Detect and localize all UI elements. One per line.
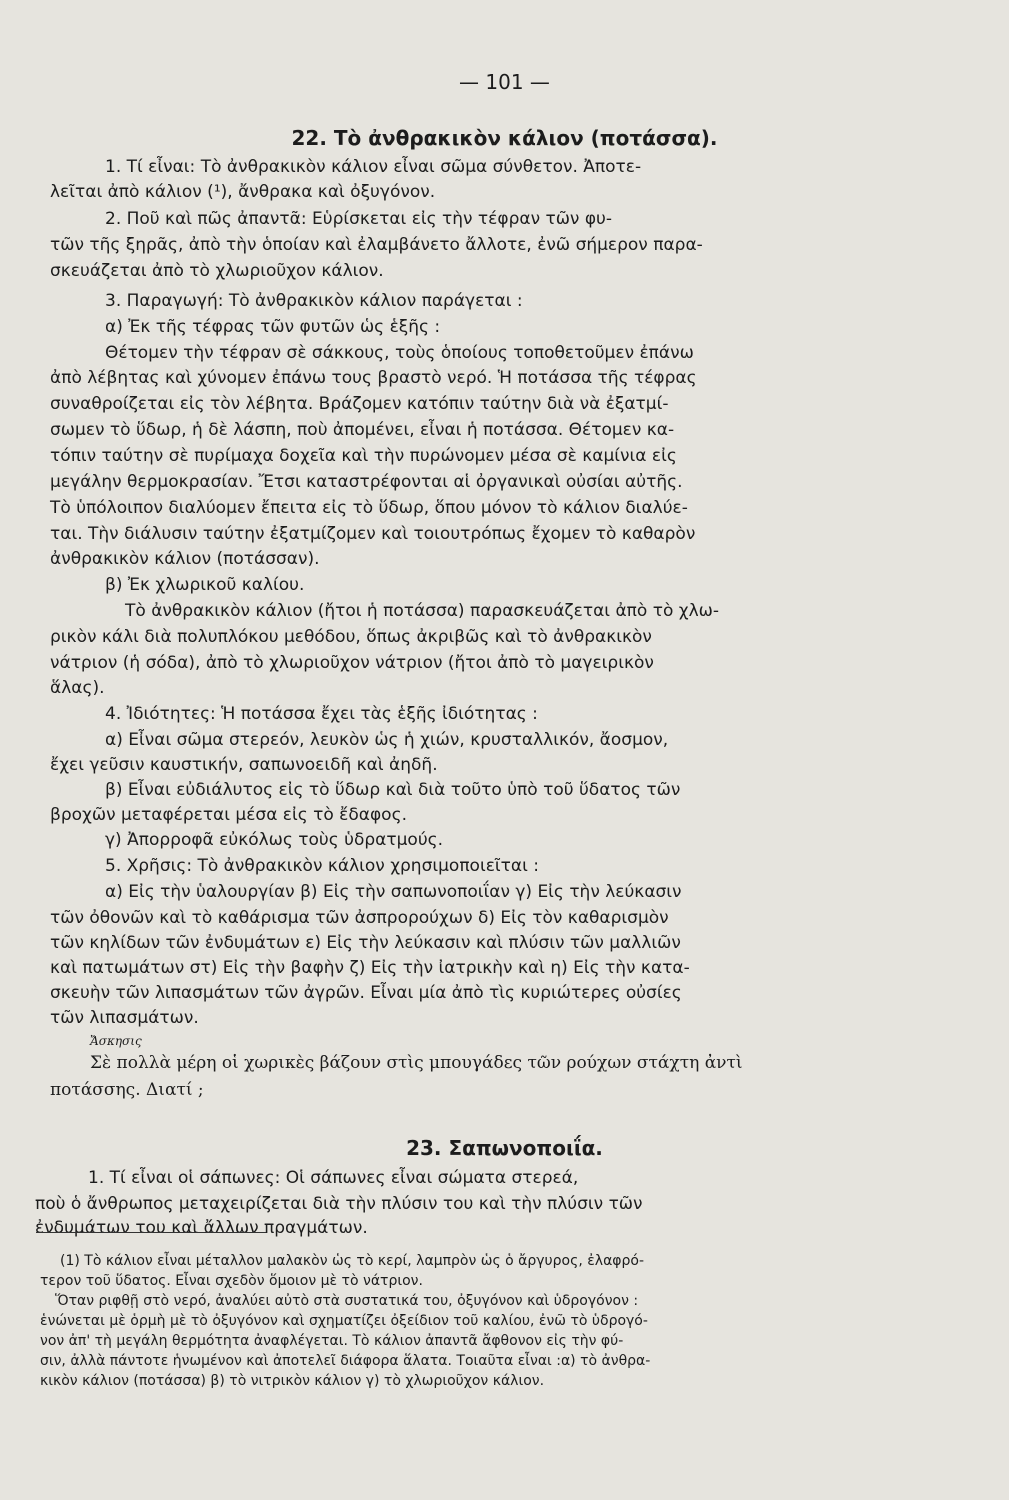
body-line: α) Εἶναι σῶμα στερεόν, λευκὸν ὡς ἡ χιών, κρυσταλλικόν, ἄοσμον, [105, 730, 669, 750]
footnote-line: κικὸν κάλιον (ποτάσσα) β) τὸ νιτρικὸν κάλιον γ) τὸ χλωριοῦχον κάλιον. [40, 1373, 545, 1389]
body-line: τῶν λιπασμάτων. [50, 1008, 199, 1028]
section-22-heading: 22. Τὸ ἀνθρακικὸν κάλιον (ποτάσσα). [291, 126, 718, 150]
footnote-rule [36, 1232, 266, 1233]
body-line: ἀνθρακικὸν κάλιον (ποτάσσαν). [50, 549, 320, 569]
body-line: 4. Ἰδιότητες: Ἡ ποτάσσα ἔχει τὰς ἑξῆς ἰδιότητας : [105, 704, 538, 724]
body-line: βροχῶν μεταφέρεται μέσα εἰς τὸ ἔδαφος. [50, 805, 407, 825]
footnote-line: νον ἀπ' τὴ μεγάλη θερμότητα ἀναφλέγεται. Τὸ κάλιον ἀπαντᾶ ἄφθονον εἰς τὴν φύ- [40, 1333, 624, 1349]
body-line: σκευὴν τῶν λιπασμάτων τῶν ἀγρῶν. Εἶναι μία ἀπὸ τὶς κυριώτερες οὐσίες [50, 983, 682, 1003]
body-line: ἔχει γεῦσιν καυστικήν, σαπωνοειδῆ καὶ ἀηδῆ. [50, 755, 438, 775]
body-line: συναθροίζεται εἰς τὸν λέβητα. Βράζομεν κατόπιν ταύτην διὰ νὰ ἐξατμί- [50, 394, 669, 414]
body-line: λεῖται ἀπὸ κάλιον (¹), ἄνθρακα καὶ ὀξυγόνον. [50, 182, 436, 202]
body-line: τῶν ὀθονῶν καὶ τὸ καθάρισμα τῶν ἀσπρορούχων δ) Εἰς τὸν καθαρισμὸν [50, 908, 669, 928]
body-line: ποὺ ὁ ἄνθρωπος μεταχειρίζεται διὰ τὴν πλύσιν του καὶ τὴν πλύσιν τῶν [35, 1194, 643, 1214]
body-line: Θέτομεν τὴν τέφραν σὲ σάκκους, τοὺς ὁποίους τοποθετοῦμεν ἐπάνω [105, 343, 694, 363]
body-line: ται. Τὴν διάλυσιν ταύτην ἐξατμίζομεν καὶ τοιουτρόπως ἔχομεν τὸ καθαρὸν [50, 524, 696, 544]
footnote-line: τερον τοῦ ὕδατος. Εἶναι σχεδὸν ὅμοιον μὲ τὸ νάτριον. [40, 1273, 423, 1289]
body-line: τῶν τῆς ξηρᾶς, ἀπὸ τὴν ὁποίαν καὶ ἐλαμβάνετο ἄλλοτε, ἐνῶ σήμερον παρα- [50, 235, 703, 255]
footnote-line: Ὅταν ριφθῇ στὸ νερό, ἀναλύει αὐτὸ στὰ συστατικά του, ὀξυγόνον καὶ ὑδρογόνον : [55, 1293, 639, 1309]
body-line: καὶ πατωμάτων στ) Εἰς τὴν βαφὴν ζ) Εἰς τὴν ἰατρικὴν καὶ η) Εἰς τὴν κατα- [50, 958, 690, 978]
body-line: τῶν κηλίδων τῶν ἐνδυμάτων ε) Εἰς τὴν λεύκασιν καὶ πλύσιν τῶν μαλλιῶν [50, 933, 681, 953]
exercise-line: ποτάσσης. Διατί ; [50, 1080, 204, 1100]
body-line: σωμεν τὸ ὕδωρ, ἡ δὲ λάσπη, ποὺ ἀπομένει, εἶναι ἡ ποτάσσα. Θέτομεν κα- [50, 420, 675, 440]
exercise-line: Σὲ πολλὰ μέρη οἱ χωρικὲς βάζουν στὶς μπουγάδες τῶν ρούχων στάχτη ἀντὶ [90, 1053, 743, 1073]
footnote-line: σιν, ἀλλὰ πάντοτε ἡνωμένον καὶ ἀποτελεῖ διάφορα ἅλατα. Τοιαῦτα εἶναι :α) τὸ ἀνθρα- [40, 1353, 651, 1369]
body-line: 3. Παραγωγή: Τὸ ἀνθρακικὸν κάλιον παράγεται : [105, 291, 523, 311]
body-line: ἀπὸ λέβητας καὶ χύνομεν ἐπάνω τους βραστὸ νερό. Ἡ ποτάσσα τῆς τέφρας [50, 368, 697, 388]
body-line: νάτριον (ἡ σόδα), ἀπὸ τὸ χλωριοῦχον νάτριον (ἤτοι ἀπὸ τὸ μαγειρικὸν [50, 653, 654, 673]
body-line: τόπιν ταύτην σὲ πυρίμαχα δοχεῖα καὶ τὴν πυρώνομεν μέσα σὲ καμίνια εἰς [50, 446, 677, 466]
body-line: β) Εἶναι εὐδιάλυτος εἰς τὸ ὕδωρ καὶ διὰ τοῦτο ὑπὸ τοῦ ὕδατος τῶν [105, 780, 681, 800]
exercise-heading: Ἄσκησις [90, 1034, 142, 1048]
body-line: β) Ἐκ χλωρικοῦ καλίου. [105, 575, 305, 595]
body-line: ἐνδυμάτων του καὶ ἄλλων πραγμάτων. [35, 1218, 368, 1238]
body-line: 2. Ποῦ καὶ πῶς ἀπαντᾶ: Εὑρίσκεται εἰς τὴν τέφραν τῶν φυ- [105, 209, 613, 229]
body-line: σκευάζεται ἀπὸ τὸ χλωριοῦχον κάλιον. [50, 261, 384, 281]
section-23-heading: 23. Σαπωνοποιΐα. [406, 1136, 603, 1160]
body-line: μεγάλην θερμοκρασίαν. Ἔτσι καταστρέφονται αἱ ὀργανικαὶ οὐσίαι αὐτῆς. [50, 472, 683, 492]
page-number: — 101 — [459, 70, 550, 94]
footnote-line: (1) Τὸ κάλιον εἶναι μέταλλον μαλακὸν ὡς τὸ κερί, λαμπρὸν ὡς ὁ ἄργυρος, ἐλαφρό- [60, 1253, 645, 1269]
body-line: Τὸ ὑπόλοιπον διαλύομεν ἔπειτα εἰς τὸ ὕδωρ, ὅπου μόνον τὸ κάλιον διαλύε- [50, 498, 688, 518]
body-line: 1. Τί εἶναι οἱ σάπωνες: Οἱ σάπωνες εἶναι σώματα στερεά, [88, 1168, 579, 1188]
body-line: 1. Τί εἶναι: Τὸ ἀνθρακικὸν κάλιον εἶναι σῶμα σύνθετον. Ἀποτε- [105, 157, 642, 177]
body-line: α) Εἰς τὴν ὑαλουργίαν β) Εἰς τὴν σαπωνοποιΐαν γ) Εἰς τὴν λεύκασιν [105, 882, 682, 902]
body-line: γ) Ἀπορροφᾶ εὐκόλως τοὺς ὑδρατμούς. [105, 830, 444, 850]
body-line: 5. Χρῆσις: Τὸ ἀνθρακικὸν κάλιον χρησιμοποιεῖται : [105, 856, 539, 876]
body-line: Τὸ ἀνθρακικὸν κάλιον (ἤτοι ἡ ποτάσσα) παρασκευάζεται ἀπὸ τὸ χλω- [125, 601, 719, 621]
body-line: ρικὸν κάλι διὰ πολυπλόκου μεθόδου, ὅπως ἀκριβῶς καὶ τὸ ἀνθρακικὸν [50, 627, 652, 647]
footnote-line: ἑνώνεται μὲ ὁρμὴ μὲ τὸ ὀξυγόνον καὶ σχηματίζει ὀξείδιον τοῦ καλίου, ἐνῶ τὸ ὑδρογό- [40, 1313, 648, 1329]
body-line: α) Ἐκ τῆς τέφρας τῶν φυτῶν ὡς ἑξῆς : [105, 317, 441, 337]
body-line: ἅλας). [50, 678, 105, 698]
